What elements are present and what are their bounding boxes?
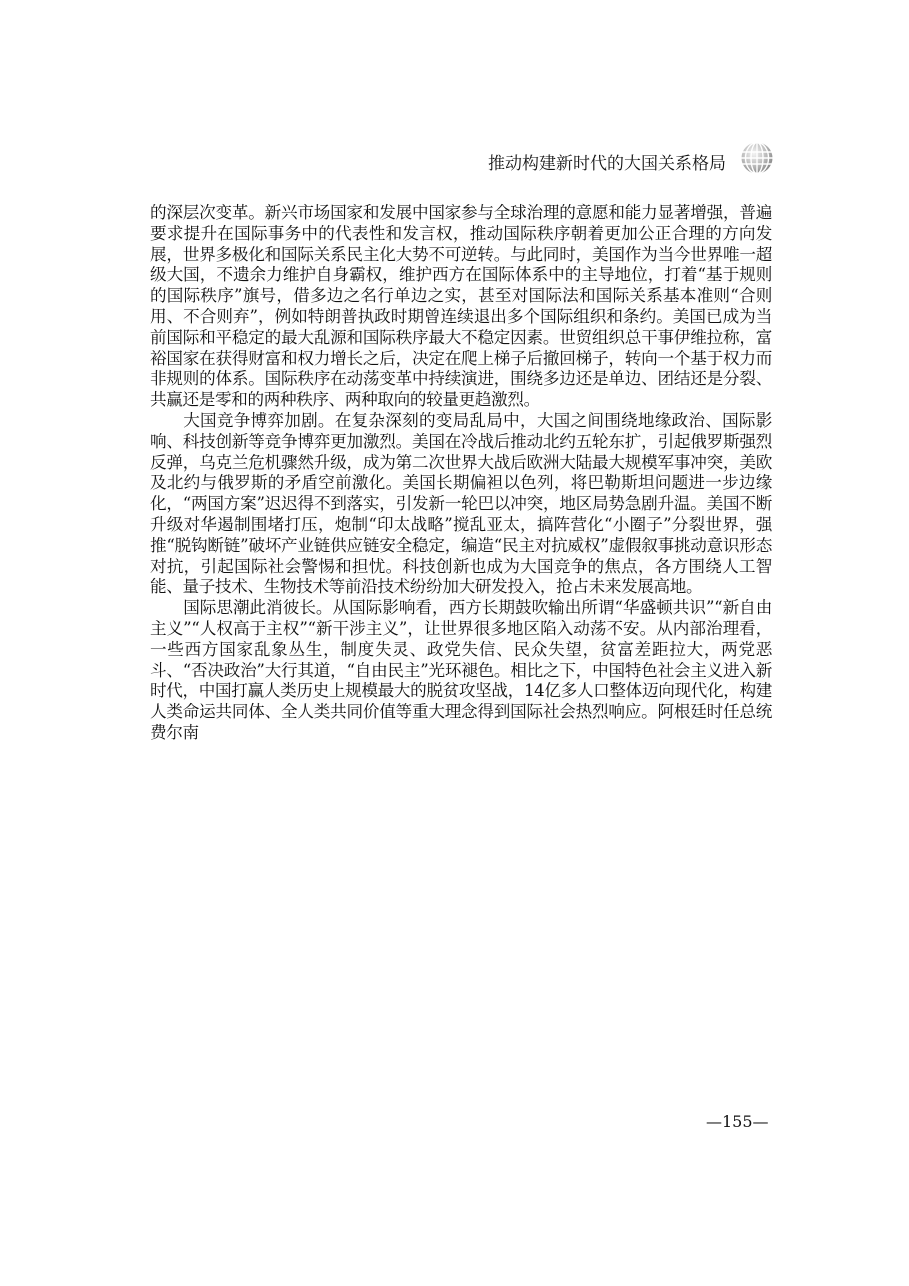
running-header-title: 推动构建新时代的大国关系格局 xyxy=(488,154,726,174)
body-paragraph-1: 的深层次变革。新兴市场国家和发展中国家参与全球治理的意愿和能力显著增强，普遍要求提升在国际事务中的代表性和发言权，推动国际秩序朝着更加公正合理的方向发展，世界多极化和国际关系民主化大势不可逆转。与此同时，美国作为当今世界唯一超级大国，不遗余力维护自身霸权，维护西方在国际体系中的主导地位，打着“基于规则的国际秩序”旗号，借多边之名行单边之实，甚至对国际法和国际关系基本准则“合则用、不合则弃”，例如特朗普执政时期曾连续退出多个国际组织和条约。美国已成为当前国际和平稳定的最大乱源和国际秩序最大不稳定因素。世贸组织总干事伊维拉称，富裕国家在获得财富和权力增长之后，决定在爬上梯子后撤回梯子，转向一个基于权力而非规则的体系。国际秩序在动荡变革中持续演进，围绕多边还是单边、团结还是分裂、共赢还是零和的两种秩序、两种取向的较量更趋激烈。 xyxy=(150,203,772,410)
page-number: —155— xyxy=(706,1112,769,1131)
globe-icon xyxy=(740,141,774,175)
body-paragraph-2: 大国竞争博弈加剧。在复杂深刻的变局乱局中，大国之间围绕地缘政治、国际影响、科技创新等竞争博弈更加激烈。美国在冷战后推动北约五轮东扩，引起俄罗斯强烈反弹，乌克兰危机骤然升级，成为第二次世界大战后欧洲大陆最大规模军事冲突，美欧及北约与俄罗斯的矛盾空前激化。美国长期偏袒以色列，将巴勒斯坦问题进一步边缘化，“两国方案”迟迟得不到落实，引发新一轮巴以冲突，地区局势急剧升温。美国不断升级对华遏制围堵打压，炮制“印太战略”搅乱亚太，搞阵营化“小圈子”分裂世界，强推“脱钩断链”破坏产业链供应链安全稳定，编造“民主对抗威权”虚假叙事挑动意识形态对抗，引起国际社会警惕和担忧。科技创新也成为大国竞争的焦点，各方围绕人工智能、量子技术、生物技术等前沿技术纷纷加大研发投入，抢占未来发展高地。 xyxy=(150,410,772,597)
body-paragraph-3: 国际思潮此消彼长。从国际影响看，西方长期鼓吹输出所谓“华盛顿共识”“新自由主义”“人权高于主权”“新干涉主义”，让世界很多地区陷入动荡不安。从内部治理看，一些西方国家乱象丛生，制度失灵、政党失信、民众失望，贫富差距拉大，两党恶斗、“否决政治”大行其道，“自由民主”光环褪色。相比之下，中国特色社会主义进入新时代，中国打赢人类历史上规模最大的脱贫攻坚战，14亿多人口整体迈向现代化，构建人类命运共同体、全人类共同价值等重大理念得到国际社会热烈响应。阿根廷时任总统费尔南 xyxy=(150,598,772,742)
page-body xyxy=(150,203,772,744)
running-header xyxy=(150,141,770,181)
